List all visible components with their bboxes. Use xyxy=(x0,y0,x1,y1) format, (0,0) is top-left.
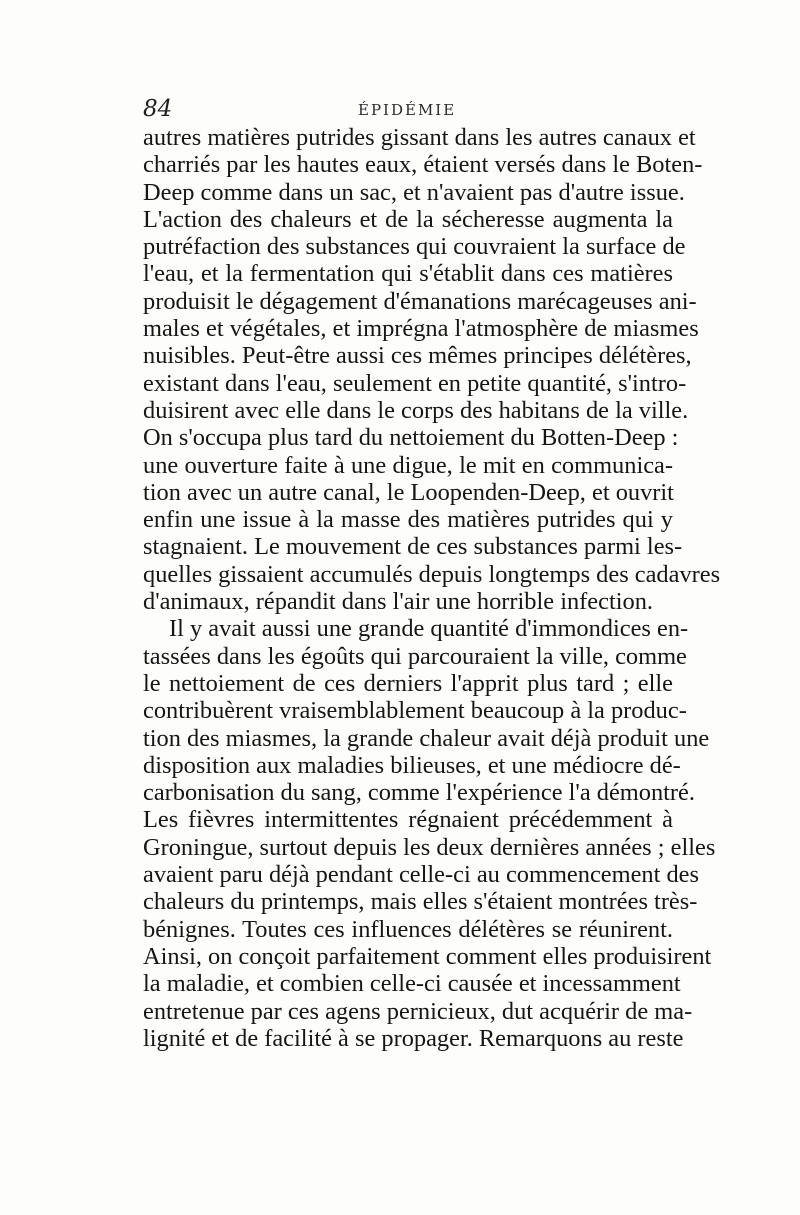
text-line: Ainsi, on conçoit parfaitement comment elles produisirent xyxy=(143,942,712,970)
text-line: la maladie, et combien celle-ci causée et incessamment xyxy=(143,970,681,998)
text-line: bénignes. Toutes ces influences délétères se réunirent. xyxy=(143,915,673,943)
text-line: avaient paru déjà pendant celle-ci au commencement des xyxy=(143,861,699,889)
text-line: quelles gissaient accumulés depuis longtemps des cadavres xyxy=(143,560,721,588)
text-line: Deep comme dans un sac, et n'avaient pas d'autre issue. xyxy=(143,178,685,206)
text-line: L'action des chaleurs et de la sécheresse augmenta la xyxy=(143,205,673,233)
text-line: Groningue, surtout depuis les deux dernières années ; elles xyxy=(143,833,716,861)
text-line: autres matières putrides gissant dans les autres canaux et xyxy=(143,124,696,151)
text-line: enfin une issue à la masse des matières putrides qui y xyxy=(143,506,673,534)
text-line: nuisibles. Peut-être aussi ces mêmes principes délétères, xyxy=(143,342,692,370)
text-line: chaleurs du printemps, mais elles s'étaient montrées très- xyxy=(143,888,698,916)
text-line: produisit le dégagement d'émanations marécageuses ani- xyxy=(143,287,697,315)
body-text xyxy=(143,124,721,1052)
text-line: tassées dans les égoûts qui parcouraient la ville, comme xyxy=(143,642,687,670)
text-line: d'animaux, répandit dans l'air une horrible infection. xyxy=(143,588,653,616)
text-line: entretenue par ces agens pernicieux, dut acquérir de ma- xyxy=(143,997,693,1025)
paragraph xyxy=(143,615,716,1052)
text-line: lignité et de facilité à se propager. Remarquons au reste xyxy=(143,1024,684,1052)
text-line: charriés par les hautes eaux, étaient versés dans le Boten- xyxy=(143,151,703,179)
text-line: putréfaction des substances qui couvraient la surface de xyxy=(143,233,686,261)
text-line: males et végétales, et imprégna l'atmosphère de miasmes xyxy=(143,315,699,343)
text-line: stagnaient. Le mouvement de ces substances parmi les- xyxy=(143,533,683,561)
text-line: disposition aux maladies bilieuses, et une médiocre dé- xyxy=(143,751,681,779)
text-line: existant dans l'eau, seulement en petite quantité, s'intro- xyxy=(143,369,687,397)
text-line: tion avec un autre canal, le Loopenden-Deep, et ouvrit xyxy=(143,478,674,506)
text-line: tion des miasmes, la grande chaleur avait déjà produit une xyxy=(143,724,710,752)
text-line: une ouverture faite à une digue, le mit en communica- xyxy=(143,451,673,479)
text-line: On s'occupa plus tard du nettoiement du Botten-Deep : xyxy=(143,424,679,452)
running-title: ÉPIDÉMIE xyxy=(358,101,457,119)
page-number: 84 xyxy=(143,96,173,122)
text-line: Il y avait aussi une grande quantité d'immondices en- xyxy=(169,615,689,643)
text-line: l'eau, et la fermentation qui s'établit dans ces matières xyxy=(143,260,673,288)
text-line: carbonisation du sang, comme l'expérience l'a démontré. xyxy=(143,779,695,807)
text-line: duisirent avec elle dans le corps des habitans de la ville. xyxy=(143,396,689,424)
running-head xyxy=(143,96,673,126)
paragraph xyxy=(143,124,721,616)
text-line: Les fièvres intermittentes régnaient précédemment à xyxy=(143,806,673,834)
text-line: contribuèrent vraisemblablement beaucoup à la produc- xyxy=(143,697,687,725)
text-line: le nettoiement de ces derniers l'apprit plus tard ; elle xyxy=(143,669,673,697)
